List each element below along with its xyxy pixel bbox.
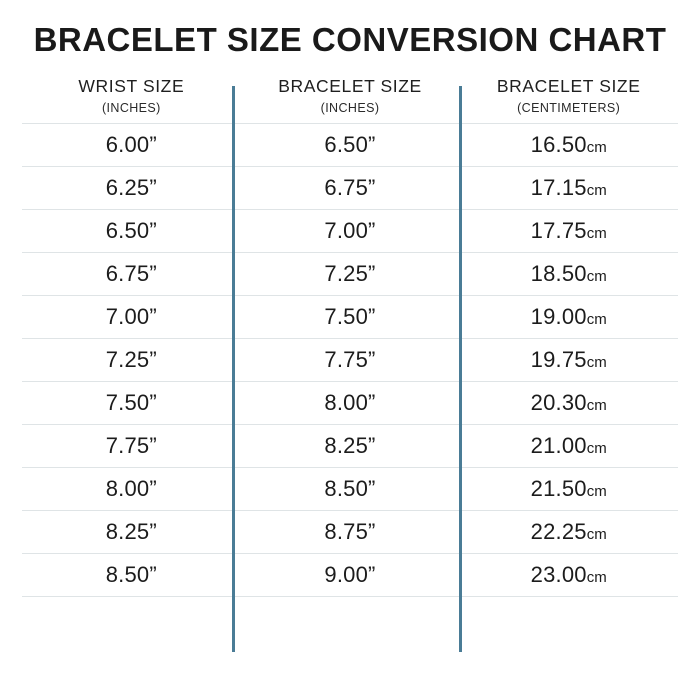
cell-bracelet-size-centimeters xyxy=(459,132,678,158)
cell-bracelet-size-inches: 7.00” xyxy=(324,218,376,244)
column-divider-left xyxy=(232,86,235,652)
cell-bracelet-size-centimeters xyxy=(459,218,678,244)
cell-cm-value: 22.25 xyxy=(530,519,587,545)
column-header-bracelet-size-inches-title: BRACELET SIZE xyxy=(278,76,422,97)
cell-wrist-size: 7.25” xyxy=(105,347,157,373)
cell-cm-unit: cm xyxy=(586,569,607,587)
column-header-bracelet-size-inches xyxy=(241,76,460,117)
cell-wrist-size: 8.50” xyxy=(105,562,157,588)
column-header-wrist-size-unit: (INCHES) xyxy=(101,101,161,116)
cell-cm-unit: cm xyxy=(586,440,607,458)
cell-cm-unit: cm xyxy=(586,268,607,286)
table-body xyxy=(22,123,678,597)
cell-cm-value: 17.15 xyxy=(530,175,587,201)
cell-bracelet-size-inches: 8.50” xyxy=(324,476,376,502)
table-row xyxy=(22,467,678,510)
cell-wrist-size: 6.75” xyxy=(105,261,157,287)
size-conversion-table xyxy=(0,68,700,597)
cell-cm-unit: cm xyxy=(586,526,607,544)
cell-bracelet-size-centimeters xyxy=(459,519,678,545)
cell-bracelet-size-inches: 8.00” xyxy=(324,390,376,416)
table-row xyxy=(22,123,678,166)
cell-cm-value: 21.50 xyxy=(530,476,587,502)
cell-cm-unit: cm xyxy=(586,483,607,501)
table-row xyxy=(22,295,678,338)
table-row xyxy=(22,424,678,467)
cell-wrist-size: 8.25” xyxy=(105,519,157,545)
cell-bracelet-size-inches: 6.50” xyxy=(324,132,376,158)
table-row xyxy=(22,209,678,252)
cell-bracelet-size-centimeters xyxy=(459,390,678,416)
cell-cm-value: 19.00 xyxy=(530,304,587,330)
cell-cm-value: 16.50 xyxy=(530,132,587,158)
table-row xyxy=(22,553,678,596)
cell-wrist-size: 6.00” xyxy=(105,132,157,158)
column-header-bracelet-size-centimeters-unit: (CENTIMETERS) xyxy=(517,101,621,116)
table-row xyxy=(22,252,678,295)
cell-cm-unit: cm xyxy=(586,311,607,329)
cell-cm-value: 17.75 xyxy=(530,218,587,244)
cell-wrist-size: 6.25” xyxy=(105,175,157,201)
cell-cm-value: 18.50 xyxy=(530,261,587,287)
cell-cm-unit: cm xyxy=(586,139,607,157)
page-title: BRACELET SIZE CONVERSION CHART xyxy=(33,21,667,58)
table-row xyxy=(22,381,678,424)
column-header-bracelet-size-inches-unit: (INCHES) xyxy=(320,101,380,116)
cell-bracelet-size-inches: 7.75” xyxy=(324,347,376,373)
cell-cm-unit: cm xyxy=(586,225,607,243)
cell-cm-unit: cm xyxy=(586,182,607,200)
table-row xyxy=(22,338,678,381)
cell-bracelet-size-centimeters xyxy=(459,433,678,459)
cell-bracelet-size-centimeters xyxy=(459,261,678,287)
cell-cm-value: 19.75 xyxy=(530,347,587,373)
cell-bracelet-size-inches: 8.75” xyxy=(324,519,376,545)
cell-wrist-size: 7.00” xyxy=(105,304,157,330)
column-divider-right xyxy=(459,86,462,652)
cell-wrist-size: 7.75” xyxy=(105,433,157,459)
column-header-wrist-size xyxy=(22,76,241,117)
column-header-bracelet-size-centimeters xyxy=(459,76,678,117)
cell-bracelet-size-inches: 6.75” xyxy=(324,175,376,201)
cell-bracelet-size-centimeters xyxy=(459,476,678,502)
cell-cm-value: 20.30 xyxy=(530,390,587,416)
cell-bracelet-size-inches: 7.25” xyxy=(324,261,376,287)
cell-cm-value: 21.00 xyxy=(530,433,587,459)
cell-bracelet-size-inches: 9.00” xyxy=(324,562,376,588)
table-row xyxy=(22,510,678,553)
cell-bracelet-size-inches: 7.50” xyxy=(324,304,376,330)
table-header-row xyxy=(22,68,678,123)
column-header-wrist-size-title: WRIST SIZE xyxy=(78,76,185,97)
cell-wrist-size: 7.50” xyxy=(105,390,157,416)
cell-cm-unit: cm xyxy=(586,354,607,372)
cell-bracelet-size-centimeters xyxy=(459,562,678,588)
cell-bracelet-size-centimeters xyxy=(459,304,678,330)
cell-cm-value: 23.00 xyxy=(530,562,587,588)
cell-wrist-size: 8.00” xyxy=(105,476,157,502)
cell-bracelet-size-centimeters xyxy=(459,175,678,201)
cell-wrist-size: 6.50” xyxy=(105,218,157,244)
cell-bracelet-size-centimeters xyxy=(459,347,678,373)
cell-cm-unit: cm xyxy=(586,397,607,415)
column-header-bracelet-size-centimeters-title: BRACELET SIZE xyxy=(496,76,641,97)
cell-bracelet-size-inches: 8.25” xyxy=(324,433,376,459)
table-row xyxy=(22,166,678,209)
